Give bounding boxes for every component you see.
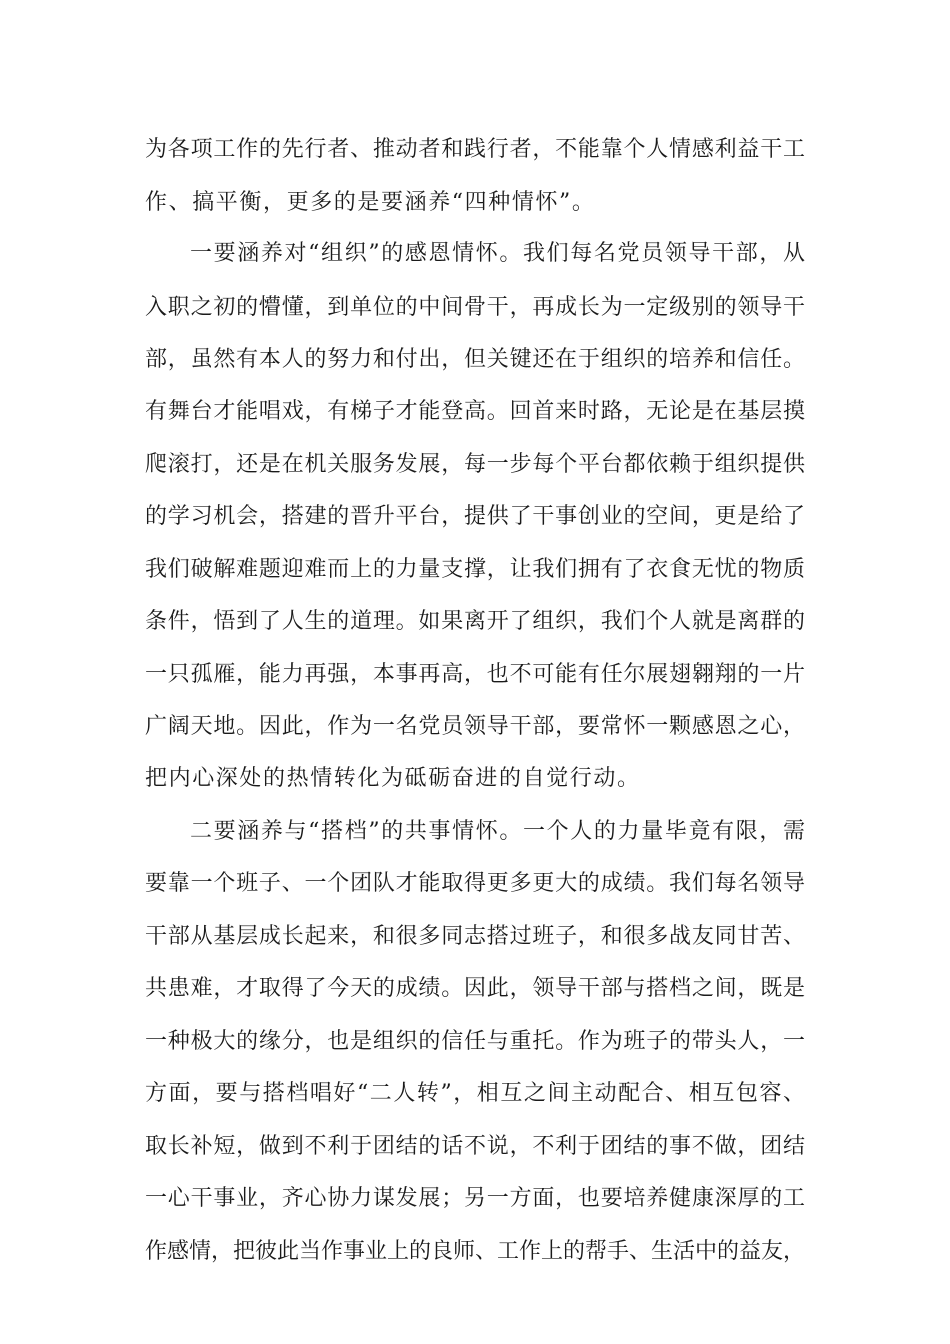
text-line: 有舞台才能唱戏，有梯子才能登高。回首来时路，无论是在基层摸 — [145, 399, 805, 424]
paragraph-first-line: 一要涵养对“组织”的感恩情怀。我们每名党员领导干部，从 — [190, 241, 805, 266]
text-line: 共患难，才取得了今天的成绩。因此，领导干部与搭档之间，既是 — [145, 976, 805, 1001]
text-line: 广阔天地。因此，作为一名党员领导干部，要常怀一颗感恩之心， — [145, 714, 805, 739]
text-line: 部，虽然有本人的努力和付出，但关键还在于组织的培养和信任。 — [145, 347, 805, 372]
text-line: 作感情，把彼此当作事业上的良师、工作上的帮手、生活中的益友， — [145, 1239, 806, 1264]
text-line: 干部从基层成长起来，和很多同志搭过班子，和很多战友同甘苦、 — [145, 924, 805, 949]
text-line: 的学习机会，搭建的晋升平台，提供了干事创业的空间，更是给了 — [145, 504, 805, 529]
paragraph-first-line: 二要涵养与“搭档”的共事情怀。一个人的力量毕竟有限，需 — [190, 819, 805, 844]
text-line: 一心干事业，齐心协力谋发展；另一方面，也要培养健康深厚的工 — [145, 1186, 805, 1211]
text-line: 爬滚打，还是在机关服务发展，每一步每个平台都依赖于组织提供 — [145, 452, 805, 477]
text-line: 要靠一个班子、一个团队才能取得更多更大的成绩。我们每名领导 — [145, 871, 805, 896]
text-line: 一种极大的缘分，也是组织的信任与重托。作为班子的带头人，一 — [145, 1029, 805, 1054]
text-line: 为各项工作的先行者、推动者和践行者，不能靠个人情感利益干工 — [145, 137, 805, 162]
text-line: 入职之初的懵懂，到单位的中间骨干，再成长为一定级别的领导干 — [145, 295, 805, 320]
text-line: 条件，悟到了人生的道理。如果离开了组织，我们个人就是离群的 — [145, 609, 805, 634]
text-line: 取长补短，做到不利于团结的话不说，不利于团结的事不做，团结 — [145, 1134, 805, 1159]
text-line: 一只孤雁，能力再强，本事再高，也不可能有任尔展翅翱翔的一片 — [145, 662, 805, 687]
text-line: 把内心深处的热情转化为砥砺奋进的自觉行动。 — [145, 766, 641, 791]
text-line: 方面，要与搭档唱好“二人转”，相互之间主动配合、相互包容、 — [145, 1081, 805, 1106]
text-line: 我们破解难题迎难而上的力量支撑，让我们拥有了衣食无忧的物质 — [145, 557, 805, 582]
text-line: 作、搞平衡，更多的是要涵养“四种情怀”。 — [145, 190, 596, 215]
